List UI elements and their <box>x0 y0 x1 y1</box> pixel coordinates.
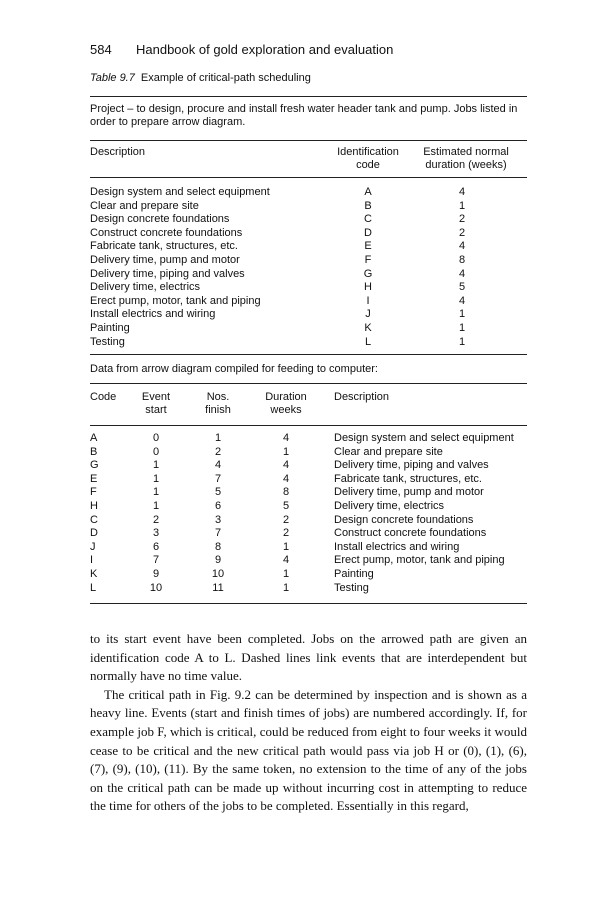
t1-cell-description: Design system and select equipment <box>90 186 270 198</box>
t2-cell-duration: 4 <box>282 472 290 485</box>
t1-cell-code: A <box>364 186 372 198</box>
book-title: Handbook of gold exploration and evaluation <box>136 42 394 57</box>
t1-header-duration-line1: Estimated normal <box>423 146 509 158</box>
t1-cell-duration: 4 <box>458 240 466 253</box>
t2-cell-duration: 2 <box>282 527 290 540</box>
t1-cell-code: J <box>365 308 371 321</box>
t2-header-code: Code <box>90 391 117 403</box>
t2-cell-duration: 4 <box>282 459 290 472</box>
t1-cell-description: Install electrics and wiring <box>90 308 216 321</box>
table2-note: Data from arrow diagram compiled for feeding to computer: <box>90 363 378 375</box>
t1-cell-description: Painting <box>90 321 130 334</box>
t1-cell-code: H <box>364 281 372 294</box>
t1-cell-duration: 5 <box>458 281 466 294</box>
t2-cell-duration: 4 <box>282 432 290 444</box>
t1-cell-code: K <box>364 321 372 334</box>
t2-finish-column <box>196 432 240 595</box>
t1-duration-column <box>452 186 472 349</box>
t1-cell-duration: 8 <box>458 253 466 266</box>
t2-cell-duration: 1 <box>282 581 290 594</box>
t2-cell-start: 1 <box>152 499 160 512</box>
t1-cell-duration: 2 <box>458 213 466 226</box>
t2-cell-code: E <box>90 472 98 485</box>
t2-cell-code: L <box>90 581 97 594</box>
rule-below-table2 <box>90 603 527 604</box>
rule-below-table1-header <box>90 177 527 178</box>
t2-cell-finish: 1 <box>214 432 222 444</box>
t2-cell-finish: 7 <box>214 527 222 540</box>
t1-header-code <box>326 146 410 172</box>
t1-header-duration-line2: duration (weeks) <box>425 159 507 171</box>
t2-header-description: Description <box>334 391 390 403</box>
table-title: Example of critical-path scheduling <box>140 72 311 84</box>
t2-cell-finish: 5 <box>214 486 222 499</box>
t2-cell-description: Erect pump, motor, tank and piping <box>334 554 505 567</box>
t2-cell-code: J <box>90 540 96 553</box>
t2-cell-start: 0 <box>152 432 160 444</box>
t1-cell-duration: 1 <box>458 199 466 212</box>
t1-cell-code: G <box>363 267 373 280</box>
t2-cell-start: 7 <box>152 554 160 567</box>
t1-code-column <box>357 186 379 349</box>
t2-header-duration <box>256 391 316 417</box>
t2-cell-finish: 3 <box>214 513 222 526</box>
t2-cell-duration: 4 <box>282 554 290 567</box>
t1-cell-duration: 4 <box>458 267 466 280</box>
t2-cell-start: 9 <box>152 567 160 580</box>
t1-cell-description: Erect pump, motor, tank and piping <box>90 294 261 307</box>
t2-cell-finish: 4 <box>214 459 222 472</box>
t2-cell-description: Install electrics and wiring <box>334 540 460 553</box>
t2-cell-duration: 1 <box>282 540 290 553</box>
table-caption <box>90 72 311 84</box>
t2-description-column <box>334 432 514 595</box>
t2-duration-column <box>266 432 306 595</box>
t1-cell-code: C <box>364 213 372 226</box>
t1-header-duration <box>412 146 520 172</box>
t2-header-event-line2: start <box>145 404 167 416</box>
t2-cell-start: 1 <box>152 472 160 485</box>
top-rule <box>90 96 527 97</box>
t2-cell-code: A <box>90 432 98 444</box>
t2-cell-start: 0 <box>152 445 160 458</box>
t2-cell-start: 6 <box>152 540 160 553</box>
t2-cell-duration: 8 <box>282 486 290 499</box>
paragraph-2: The critical path in Fig. 9.2 can be determined by inspection and is shown as a heavy line. Events (start and finish times of jobs) are numbered accordingly. If, for example job F, which is critical, could be reduced from eight to four weeks it would cease to be critical and the new critical path would pass via job H or (0), (1), (6), (7), (9), (10), (11). By the same token, no extension to the time of any of the jobs on the critical path can be made up without incurring cost in attempting to reduce the time for others of the jobs to be completed. Essentially in this regard, <box>90 686 527 814</box>
t2-cell-description: Design concrete foundations <box>334 513 474 526</box>
t1-cell-description: Design concrete foundations <box>90 213 230 226</box>
t2-header-nos-line2: finish <box>205 404 231 416</box>
t2-cell-code: G <box>90 459 99 472</box>
t2-cell-description: Design system and select equipment <box>334 432 514 444</box>
t2-cell-finish: 7 <box>214 472 222 485</box>
t1-description-column <box>90 186 270 349</box>
t2-cell-duration: 5 <box>282 499 290 512</box>
t2-cell-code: K <box>90 567 98 580</box>
body-text <box>90 630 527 816</box>
t2-cell-code: F <box>90 486 97 499</box>
t2-cell-description: Painting <box>334 567 374 580</box>
t2-cell-code: D <box>90 527 98 540</box>
t2-cell-code: H <box>90 499 98 512</box>
t2-cell-duration: 2 <box>282 513 290 526</box>
t2-cell-finish: 2 <box>214 445 222 458</box>
t1-header-code-line2: code <box>356 159 380 171</box>
t1-cell-description: Fabricate tank, structures, etc. <box>90 240 238 253</box>
t1-cell-description: Construct concrete foundations <box>90 226 243 239</box>
t1-header-description: Description <box>90 146 146 158</box>
running-head <box>90 42 393 57</box>
t2-cell-description: Clear and prepare site <box>334 445 443 458</box>
t2-cell-finish: 8 <box>214 540 222 553</box>
t1-cell-duration: 4 <box>458 186 466 198</box>
t2-start-column <box>134 432 178 595</box>
rule-below-table2-header <box>90 425 527 426</box>
t2-cell-duration: 1 <box>282 445 290 458</box>
t1-header-code-line1: Identification <box>337 146 399 158</box>
t1-cell-duration: 1 <box>458 335 466 348</box>
t2-cell-description: Construct concrete foundations <box>334 527 487 540</box>
t2-cell-finish: 11 <box>212 581 224 594</box>
table-label: Table 9.7 <box>90 72 135 84</box>
t2-cell-finish: 6 <box>214 499 222 512</box>
rule-below-table1 <box>90 354 527 355</box>
t1-cell-code: D <box>364 226 372 239</box>
t1-cell-duration: 4 <box>458 294 466 307</box>
t2-cell-code: C <box>90 513 98 526</box>
t2-cell-start: 1 <box>152 486 160 499</box>
paragraph-1: to its start event have been completed. Jobs on the arrowed path are given an identification code A to L. Dashed lines link events that are interdependent but normally have no time value. <box>90 631 527 684</box>
t1-cell-code: B <box>364 199 372 212</box>
t1-cell-code: F <box>364 253 372 266</box>
t2-cell-start: 10 <box>149 581 163 594</box>
t1-cell-duration: 2 <box>458 226 466 239</box>
t1-cell-description: Clear and prepare site <box>90 199 199 212</box>
t2-cell-description: Delivery time, piping and valves <box>334 459 489 472</box>
t1-cell-description: Testing <box>90 335 125 348</box>
t2-cell-code: B <box>90 445 98 458</box>
t2-cell-finish: 9 <box>214 554 222 567</box>
t2-header-event <box>134 391 178 417</box>
t2-header-duration-line1: Duration <box>265 391 307 403</box>
t2-header-nos <box>196 391 240 417</box>
rule-above-table1-header <box>90 140 527 141</box>
rule-above-table2-header <box>90 383 527 384</box>
t1-cell-duration: 1 <box>458 308 466 321</box>
t1-cell-description: Delivery time, piping and valves <box>90 267 245 280</box>
t2-cell-start: 2 <box>152 513 160 526</box>
t2-cell-duration: 1 <box>282 567 290 580</box>
t2-header-duration-line2: weeks <box>270 404 302 416</box>
t2-cell-code: I <box>90 554 94 567</box>
t2-cell-description: Testing <box>334 581 369 594</box>
t1-cell-code: L <box>364 335 372 348</box>
t2-cell-start: 3 <box>152 527 160 540</box>
t2-cell-description: Delivery time, pump and motor <box>334 486 484 499</box>
t2-code-column <box>90 432 99 595</box>
t1-cell-description: Delivery time, pump and motor <box>90 253 240 266</box>
t2-cell-description: Fabricate tank, structures, etc. <box>334 472 482 485</box>
t2-header-nos-line1: Nos. <box>206 391 230 403</box>
t1-cell-duration: 1 <box>458 321 466 334</box>
t1-cell-code: E <box>364 240 372 253</box>
page-number: 584 <box>90 42 112 57</box>
t1-cell-description: Delivery time, electrics <box>90 281 201 294</box>
t2-header-event-line1: Event <box>141 391 171 403</box>
project-note: Project – to design, procure and install fresh water header tank and pump. Jobs listed in order to prepare arrow diagram. <box>90 103 518 128</box>
t2-cell-finish: 10 <box>211 567 225 580</box>
t1-cell-code: I <box>366 294 370 307</box>
t2-cell-start: 1 <box>152 459 160 472</box>
t2-cell-description: Delivery time, electrics <box>334 499 445 512</box>
